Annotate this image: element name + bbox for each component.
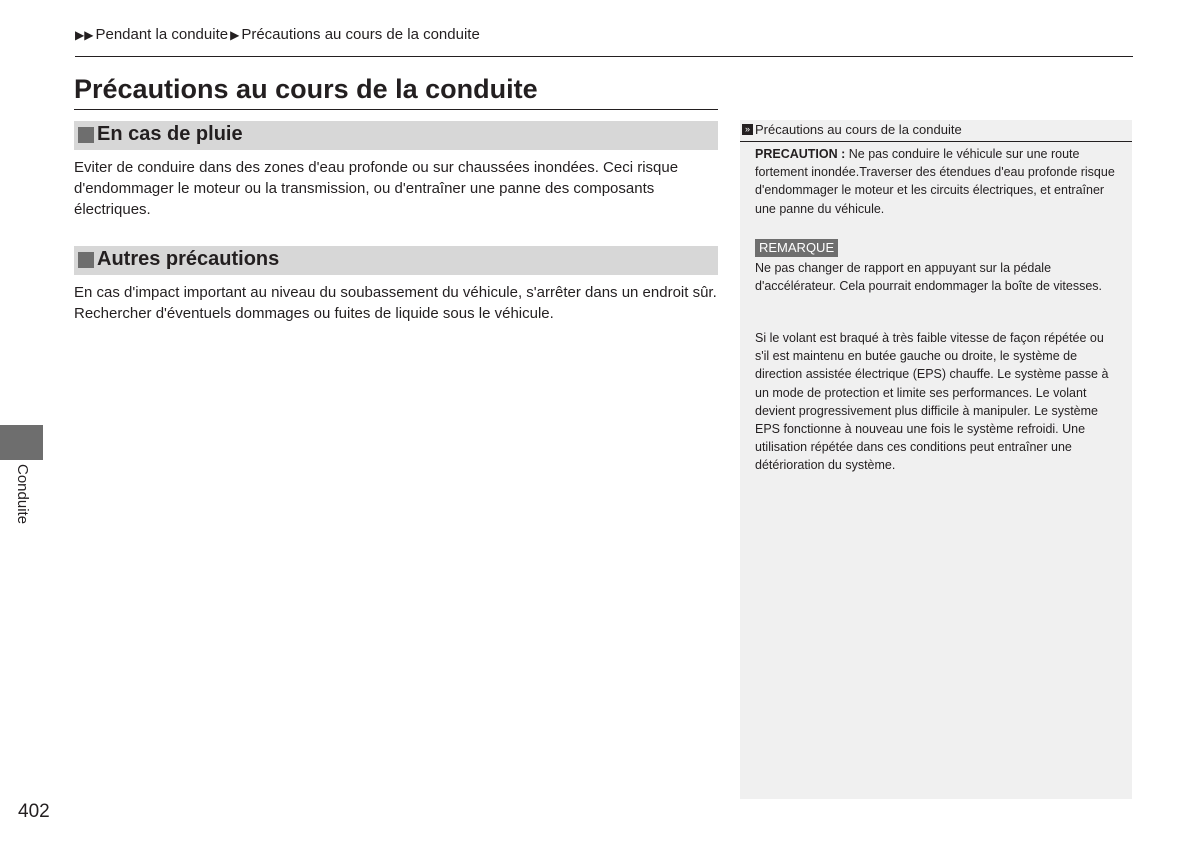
caution-note	[755, 145, 1120, 218]
sidebar-header	[740, 120, 1132, 142]
caution-label: PRECAUTION :	[755, 147, 846, 161]
section-heading-label: En cas de pluie	[97, 123, 243, 145]
section-body-pluie: Eviter de conduire dans des zones d'eau profonde ou sur chaussées inondées. Ceci risque d'endommager le moteur ou la transmission, ou d'entraîner une panne des composants électriques.	[74, 159, 679, 218]
square-bullet-icon	[78, 252, 94, 268]
caution-text: Ne pas conduire le véhicule sur une route fortement inondée.Traverser des étendues d'eau profonde risque d'endommager le moteur et les circuits électriques, et entraîner une panne du véhicule.	[755, 147, 1115, 216]
arrow-icon: ▶	[230, 28, 240, 42]
breadcrumb	[75, 26, 480, 43]
breadcrumb-item-2[interactable]: Précautions au cours de la conduite	[241, 26, 480, 43]
section-heading-label: Autres précautions	[97, 248, 280, 270]
page-title: Précautions au cours de la conduite	[74, 74, 538, 104]
square-bullet-icon	[78, 127, 94, 143]
section-body-autres: En cas d'impact important au niveau du soubassement du véhicule, s'arrêter dans un endroit sûr. Rechercher d'éventuels dommages ou fuites de liquide sous le véhicule.	[74, 284, 717, 322]
chapter-tab-label: Conduite	[14, 464, 31, 525]
sidebar-notes	[740, 120, 1132, 799]
section-heading-autres	[74, 246, 718, 275]
title-divider	[74, 109, 718, 110]
double-arrow-icon: ▶▶	[75, 28, 94, 42]
breadcrumb-item-1[interactable]: Pendant la conduite	[95, 26, 229, 43]
remarque-text: Ne pas changer de rapport en appuyant sur la pédale d'accélérateur. Cela pourrait endommager la boîte de vitesses.	[755, 261, 1103, 294]
reference-arrow-icon: »	[742, 124, 753, 135]
eps-note: Si le volant est braqué à très faible vitesse de façon répétée ou s'il est maintenu en butée gauche ou droite, le système de direction assistée électrique (EPS) chauffe. Le système passe à un mode de protection et limite ses performances. Le volant devient progressivement plus difficile à manipuler. Le système EPS fonctionne à nouveau une fois le système refroidi. Une utilisation répétée dans ces conditions peut entraîner une détérioration du système.	[755, 331, 1109, 473]
remarque-badge: REMARQUE	[755, 239, 838, 257]
chapter-tab-marker[interactable]	[0, 425, 43, 460]
page-number: 402	[18, 801, 50, 822]
sidebar-header-label: Précautions au cours de la conduite	[755, 122, 962, 137]
header-divider	[75, 56, 1133, 57]
section-heading-pluie	[74, 121, 718, 150]
